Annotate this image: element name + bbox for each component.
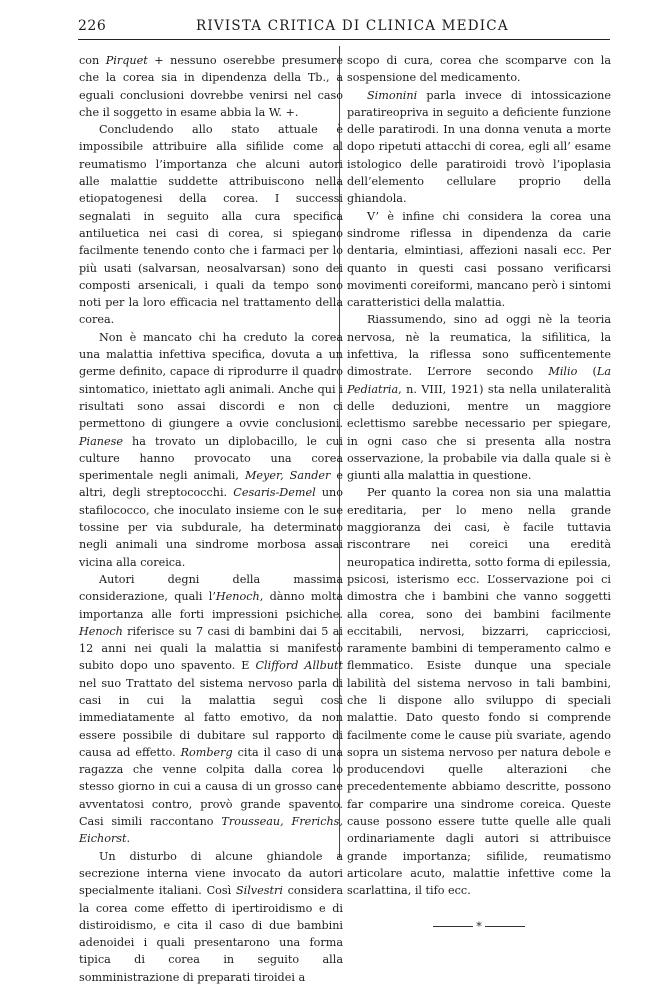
paragraph: Non è mancato chi ha creduto la corea una malattia infettiva specifica, dovuta a un germe definito, capace di riprodurre il quadro sintomatico, iniettato agli animali. Anche qui i risultati sono assai discordi e non ci permettono di giungere a ovvie conclusioni. Pianese ha trovato un diplobacillo, le cui culture hanno provocato una corea sperimentale negli animali, Meyer, Sander e altri, degli streptococchi. Cesaris-Demel uno stafilococco, che inoculato insieme con le sue tossine per via subdurale, ha determinato negli animali una sindrome morbosa assai vicina alla coreica. [79, 330, 344, 569]
page-header [78, 18, 610, 38]
paragraph: V’ è infine chi considera la corea una sindrome riflessa in dipendenza da carie dentaria, elmintiasi, affezioni nasali ecc. Per quanto in questi casi possano verificarsi movimenti coreiformi, mancano però i sintomi caratteristici della malattia. [347, 209, 611, 310]
paragraph: Simonini parla invece di intossicazione paratireopriva in seguito a deficiente funzione delle paratirodi. In una donna venuta a morte dopo ripetuti attacchi di corea, egli all’ esame istologico delle paratiroidi trovò l’ipoplasia dell’elemento cellulare proprio della ghiandola. [347, 88, 611, 206]
paragraph: Un disturbo di alcune ghiandole a secrezione interna viene invocato da autori specialmente italiani. Così Silvestri considera la corea come effetto di ipertiroidismo e di distiroidismo, e cita il caso di due bambini adenoidei i quali presentarono una forma tipica di corea in seguito alla somministrazione di preparati tiroidei a [79, 849, 343, 984]
left-column [79, 52, 343, 986]
paragraph: Autori degni della massima considerazione, quali l’Henoch, dànno molta importanza alle forti impressioni psichiche. Henoch riferisce su 7 casi di bambini dai 5 ai 12 anni nei quali la malattia si manifestò subito dopo uno spavento. E Clifford Allbutt nel suo Trattato del sistema nervoso parla di casi in cui la malattia seguì così immediatamente al fatto emotivo, da non essere possibile di dubitare sul rapporto di causa ad effetto. Romberg cita il caso di una ragazza che venne colpita dalla corea lo stesso giorno in cui a causa di un grosso cane avventatosi contro, provò grande spavento. Casi simili raccontano Trousseau, Frerichs, Eichorst. [79, 572, 344, 846]
paragraph: Concludendo allo stato attuale è impossibile attribuire alla sifilide come al reumatismo l’importanza che alcuni autori alle malattie suddette attribuiscono nella etiopatogenesi della corea. I successi segnalati in seguito alla cura specifica antiluetica nei casi di corea, si spiegano facilmente tenendo conto che i farmaci per lo più usati (salvarsan, neosalvarsan) sono dei composti arsenicali, i quali da tempo sono noti per la loro efficacia nel trattamento della corea. [79, 123, 343, 327]
end-ornament [347, 920, 611, 934]
right-column [347, 52, 611, 934]
paragraph: con Pirquet + nessuno oserebbe presumere che la corea sia in dipendenza della Tb., a eguali conclusioni dovrebbe venirsi nel caso che il soggetto in esame abbia la W. +. [79, 54, 344, 119]
paragraph: Riassumendo, sino ad oggi nè la teoria nervosa, nè la reumatica, la sifilitica, la infettiva, la riflessa sono sufficentemente dimostrate. L’errore secondo Milio (La Pediatria, n. VIII, 1921) sta nella unilateralità delle deduzioni, mentre un maggiore eclettismo sarebbe necessario per spiegare, in ogni caso che si presenta alla nostra osservazione, la probabile via dalla quale si è giunti alla malattia in questione. [347, 313, 611, 483]
asterisk-icon: * [476, 919, 482, 933]
paragraph: scopo di cura, corea che scomparve con la sospensione del medicamento. [347, 54, 611, 85]
header-rule [78, 39, 610, 40]
page-number: 226 [78, 18, 107, 34]
paragraph: Per quanto la corea non sia una malattia ereditaria, per lo meno nella grande maggioranza dei casi, è facile tuttavia riscontrare nei coreici una eredità neuropatica indiretta, sotto forma di epilessia, psicosi, isterismo ecc. L’osservazione poi ci dimostra che i bambini che vanno soggetti alla corea, sono dei bambini facilmente eccitabili, nervosi, bizzarri, capricciosi, raramente bambini di temperamento calmo e flemmatico. Esiste dunque una speciale labilità del sistema nervoso in tali bambini, che li dispone allo sviluppo di speciali malattie. Dato questo fondo si comprende facilmente come le cause più svariate, agendo sopra un sistema nervoso per natura debole e producendovi quelle alterazioni che precedentemente abbiamo descritte, possono far comparire una sindrome coreica. Queste cause possono essere tutte quelle alle quali ordinariamente dagli autori si attribuisce grande importanza; sifilide, reumatismo articolare acuto, malattie infettive come la scarlattina, il tifo ecc. [347, 486, 611, 898]
running-title: RIVISTA CRITICA DI CLINICA MEDICA [196, 18, 509, 34]
